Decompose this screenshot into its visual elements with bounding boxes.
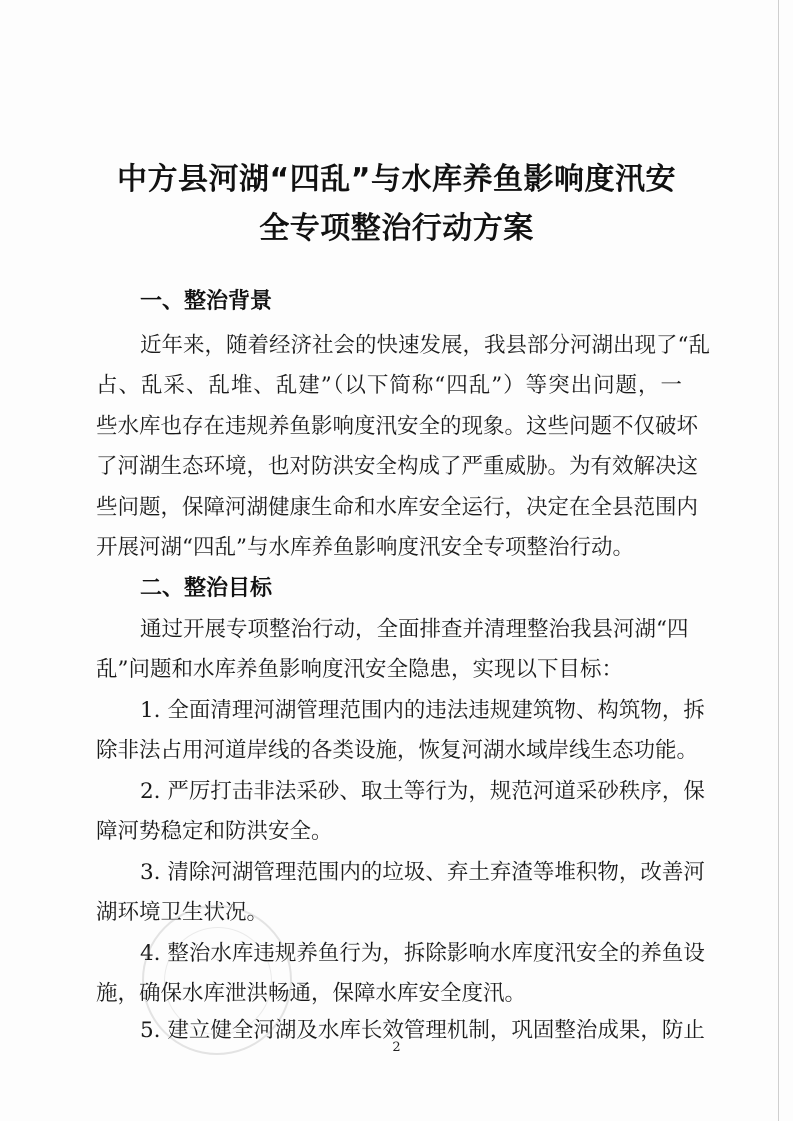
section-heading-goals: 二、整治目标 [140,576,273,601]
goal-item-4-line-1: 4. 整治水库违规养鱼行为，拆除影响水库度汛安全的养鱼设 [140,941,705,966]
paragraph-line: 些问题，保障河湖健康生命和水库安全运行，决定在全县范围内 [96,495,699,520]
goal-item-2-line-1: 2. 严厉打击非法采砂、取土等行为，规范河道采砂秩序，保 [140,779,705,804]
goal-item-4-line-2: 施，确保水库泄洪畅通，保障水库安全度汛。 [96,981,527,1006]
goal-item-3-line-1: 3. 清除河湖管理范围内的垃圾、弃土弃渣等堆积物，改善河 [140,860,705,885]
page-number: 2 [392,1040,401,1055]
paragraph-line: 些水库也存在违规养鱼影响度汛安全的现象。这些问题不仅破坏 [96,414,699,439]
paragraph-line: 近年来，随着经济社会的快速发展，我县部分河湖出现了“乱 [140,333,710,358]
faint-official-seal [142,905,292,1055]
document-title-line-1: 中方县河湖“四乱”与水库养鱼影响度汛安 [117,162,676,197]
paragraph-line: 了河湖生态环境，也对防洪安全构成了严重威胁。为有效解决这 [96,454,699,479]
goal-item-2-line-2: 障河势稳定和防洪安全。 [96,819,333,844]
goal-item-1-line-1: 1. 全面清理河湖管理范围内的违法违规建筑物、构筑物，拆 [140,698,705,723]
seal-inner-ring [164,927,272,1035]
paragraph-line: 开展河湖“四乱”与水库养鱼影响度汛安全专项整治行动。 [96,535,634,560]
paragraph-line: 通过开展专项整治行动，全面排查并清理整治我县河湖“四 [140,617,689,642]
goal-item-1-line-2: 除非法占用河道岸线的各类设施，恢复河湖水域岸线生态功能。 [96,738,699,763]
paragraph-line: 占、乱采、乱堆、乱建”（以下简称“四乱”）等突出问题，一 [96,373,682,398]
goal-item-3-line-2: 湖环境卫生状况。 [96,900,269,925]
document-title-line-2: 全专项整治行动方案 [259,211,534,246]
goal-item-5-line-1: 5. 建立健全河湖及水库长效管理机制，巩固整治成果，防止 [140,1018,705,1043]
section-heading-background: 一、整治背景 [140,289,273,314]
paragraph-line: 乱”问题和水库养鱼影响度汛安全隐患，实现以下目标： [96,657,623,682]
page-edge-line [778,0,779,1121]
